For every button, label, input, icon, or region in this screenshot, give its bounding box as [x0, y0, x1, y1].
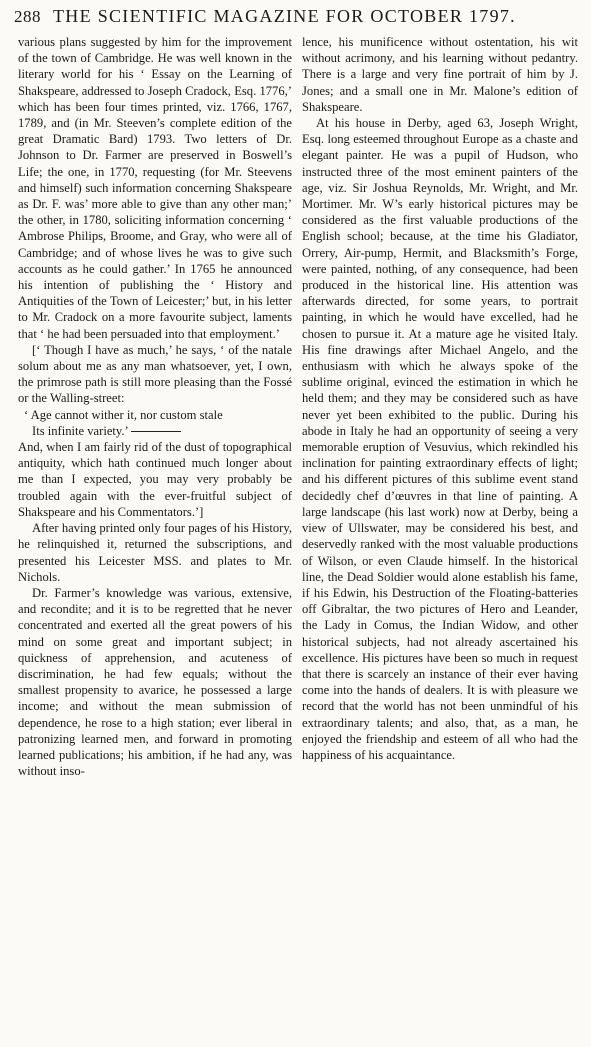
running-title: THE SCIENTIFIC MAGAZINE FOR OCTOBER 1797.: [53, 6, 516, 26]
paragraph-farmer-history: After having printed only four pages of his History, he relinquished it, returned the subscriptions, and presented his Leicester MSS. and plates to Mr. Nichols.: [18, 521, 292, 584]
verse-line-1: ‘ Age cannot wither it, nor custom stale: [24, 407, 223, 422]
verse-rule: [131, 431, 181, 432]
paragraph-wright-obituary: At his house in Derby, aged 63, Joseph Wright, Esq. long esteemed throughout Europe as a chaste and elegant painter. He was a pupil of Hudson, who instructed three of the most eminent painters of the age, viz. Sir Joshua Reynolds, Mr. Wright, and Mr. Mortimer. Mr. W’s early historical pictures may be considered as the first valuable productions of the English school; because, at the time his Gladiator, Orrery, Air-pump, Hermit, and Blacksmith’s Forge, were painted, nothing, of any consequence, had been produced in the historical line. His attention was afterwards directed, for some years, to portrait painting, in which he would have excelled, had he chosen to pursue it. At a mature age he visited Italy. His fine drawings after Michael Angelo, and the enthusiasm with which he always spoke of the sublime original, evinced the estimation in which he held them; and they may be considered such as have never yet been exhibited to the public. During his abode in Italy he had an opportunity of seeing a very memorable eruption of Vesuvius, which rekindled his inclination for painting extraordinary effects of light; and his different pictures of this sublime event stand decidedly chef d’œuvres in that line of painting. A large landscape (his last work) now at Derby, being a view of Ullswater, may be considered his best, and deservedly ranked with the most valuable productions of Wilson, or even Claude himself. In the historical line, the Dead Soldier would alone establish his fame, if his Edwin, his Destruction of the Floating-batteries off Gibraltar, the two pictures of Hero and Leander, the Lady in Comus, the Indian Widow, and other historical subjects, had not already ascertained his excellence. His pictures have been so much in request that there is scarcely an instance of their ever having come into the hands of dealers. It is with pleasure we record that the world has not been unmindful of his extraordinary talents; and also, that, as a man, he enjoyed the friendship and esteem of all who had the happiness of his acquaintance.: [302, 116, 578, 762]
right-column: [302, 34, 578, 1040]
left-column: [18, 34, 292, 1040]
paragraph-farmer-quote: [‘ Though I have as much,’ he says, ‘ of the natale solum about me as any man whatsoever, yet, I own, the primrose path is still more pleasing than the Fossé or the Walling-street:: [18, 342, 292, 406]
page-header: [14, 6, 577, 32]
page-number: 288: [14, 7, 41, 26]
paragraph-farmer-character-end: lence, his munificence without ostentation, his wit without acrimony, and his learning without pedantry. There is a large and very fine portrait of him by J. Jones; and a small one in Mr. Malone’s edition of Shakspeare.: [302, 35, 578, 114]
verse-line-2: Its infinite variety.’: [18, 423, 292, 439]
paragraph-farmer-quote-end: And, when I am fairly rid of the dust of topographical antiquity, which hath continued much longer about me than I expected, you may very probably be troubled again with the ever-fruitful subject of Shakspeare and his Commentators.’]: [18, 440, 292, 519]
paragraph-farmer-character: Dr. Farmer’s knowledge was various, extensive, and recondite; and it is to be regretted that he never concentrated and exerted all the great powers of his mind on some great and important subject; in quickness of apprehension, and acuteness of discrimination, he had few equals; without the smallest propensity to avarice, he possessed a large income; and without the mean submission of dependence, he rose to a high station; ever liberal in patronizing learned men, and forward in promoting learned publications; his ambition, if he had any, was without inso-: [18, 585, 292, 779]
paragraph-farmer-continued: various plans suggested by him for the improvement of the town of Cambridge. He was well known in the literary world for his ‘ Essay on the Learning of Shakspeare, addressed to Joseph Cradock, Esq. 1776,’ which has been four times printed, viz. 1766, 1767, 1789, and (in Mr. Steeven’s complete edition of the great Dramatic Bard) 1793. Two letters of Dr. Johnson to Dr. Farmer are preserved in Boswell’s Life; the one, in 1770, requesting (for Mr. Steevens and himself) such information concerning Shakspeare as Dr. F. was’ more able to give than any other man;’ the other, in 1780, soliciting information concerning ‘ Ambrose Philips, Broome, and Gray, who were all of Cambridge; and of whose lives he was to give such accounts as he could gather.’ In 1765 he announced his intention of publishing the ‘ History and Antiquities of the Town of Leicester;’ but, in his letter to Mr. Cradock on a more favourite subject, laments that ‘ he had been persuaded into that employment.’: [18, 35, 292, 341]
